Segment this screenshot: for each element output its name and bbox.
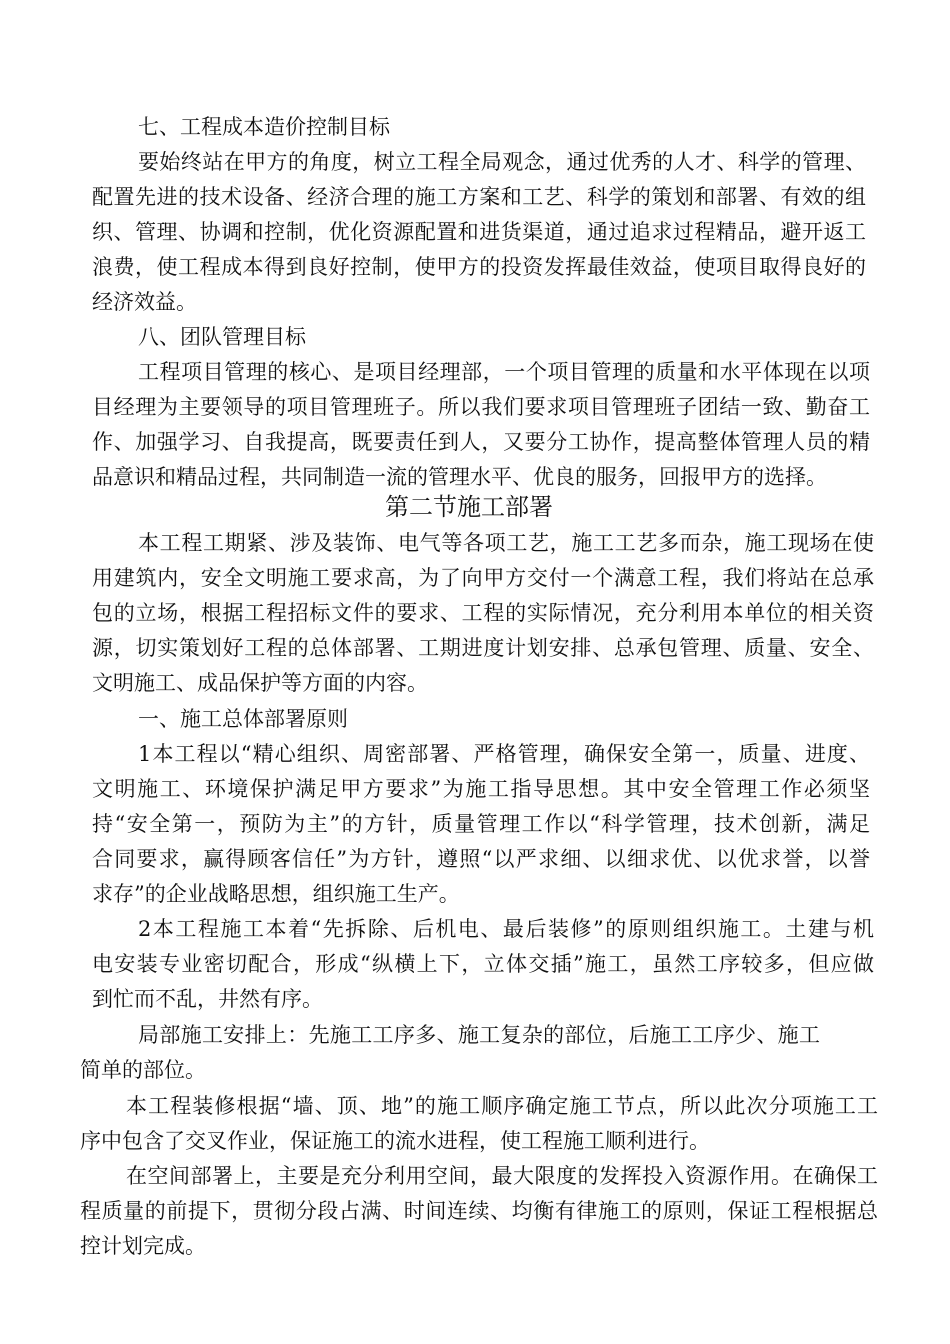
paragraph-line: 电安装专业密切配合，形成“纵横上下，立体交插”施工，虽然工序较多，但应做 bbox=[92, 952, 874, 976]
paragraph-line: 本工程工期紧、涉及装饰、电气等各项工艺，施工工艺多而杂，施工现场在使 bbox=[138, 531, 874, 555]
heading-deployment-principles: 一、施工总体部署原则 bbox=[138, 707, 348, 731]
paragraph-line: 到忙而不乱，井然有序。 bbox=[92, 987, 323, 1011]
paragraph-line: 经济效益。 bbox=[92, 290, 197, 314]
paragraph-line: 持“安全第一，预防为主”的方针，质量管理工作以“科学管理，技术创新，满足 bbox=[92, 812, 870, 836]
paragraph-line: 包的立场，根据工程招标文件的要求、工程的实际情况，充分利用本单位的相关资 bbox=[92, 601, 874, 625]
paragraph-line: 配置先进的技术设备、经济合理的施工方案和工艺、科学的策划和部署、有效的组 bbox=[92, 185, 866, 209]
paragraph-line: 简单的部位。 bbox=[80, 1058, 206, 1082]
paragraph-line: 合同要求，赢得顾客信任”为方针，遵照“以严求细、以细求优、以优求誉，以誉 bbox=[92, 847, 870, 871]
paragraph-line: 1本工程以“精心组织、周密部署、严格管理，确保安全第一，质量、进度、 bbox=[138, 742, 870, 766]
paragraph-line: 工程项目管理的核心、是项目经理部，一个项目管理的质量和水平体现在以项 bbox=[138, 360, 870, 384]
paragraph-line: 本工程装修根据“墙、顶、地”的施工顺序确定施工节点，所以此次分项施工工 bbox=[126, 1094, 878, 1118]
heading-team-management: 八、团队管理目标 bbox=[138, 325, 306, 349]
paragraph-line: 要始终站在甲方的角度，树立工程全局观念，通过优秀的人才、科学的管理、 bbox=[138, 150, 866, 174]
paragraph-line: 品意识和精品过程，共同制造一流的管理水平、优良的服务，回报甲方的选择。 bbox=[92, 465, 827, 489]
paragraph-line: 源，切实策划好工程的总体部署、工期进度计划安排、总承包管理、质量、安全、 bbox=[92, 636, 874, 660]
paragraph-line: 文明施工、成品保护等方面的内容。 bbox=[92, 671, 428, 695]
heading-cost-control: 七、工程成本造价控制目标 bbox=[138, 115, 390, 139]
paragraph-line: 程质量的前提下，贯彻分段占满、时间连续、均衡有律施工的原则，保证工程根据总 bbox=[80, 1199, 878, 1223]
section-title: 第二节施工部署 bbox=[385, 493, 553, 521]
paragraph-line: 织、管理、协调和控制，优化资源配置和进货渠道，通过追求过程精品，避开返工 bbox=[92, 220, 866, 244]
paragraph-line: 文明施工、环境保护满足甲方要求”为施工指导思想。其中安全管理工作必须坚 bbox=[92, 777, 870, 801]
paragraph-line: 求存”的企业战略思想，组织施工生产。 bbox=[92, 882, 460, 906]
paragraph-line: 用建筑内，安全文明施工要求高，为了向甲方交付一个满意工程，我们将站在总承 bbox=[92, 566, 874, 590]
paragraph-line: 序中包含了交叉作业，保证施工的流水进程，使工程施工顺利进行。 bbox=[80, 1129, 710, 1153]
paragraph-line: 在空间部署上，主要是充分利用空间，最大限度的发挥投入资源作用。在确保工 bbox=[126, 1164, 878, 1188]
paragraph-line: 浪费，使工程成本得到良好控制，使甲方的投资发挥最佳效益，使项目取得良好的 bbox=[92, 255, 866, 279]
paragraph-line: 作、加强学习、自我提高，既要责任到人，又要分工协作，提高整体管理人员的精 bbox=[92, 430, 870, 454]
paragraph-line: 2本工程施工本着“先拆除、后机电、最后装修”的原则组织施工。土建与机 bbox=[138, 917, 874, 941]
paragraph-line: 局部施工安排上：先施工工序多、施工复杂的部位，后施工工序少、施工 bbox=[138, 1023, 820, 1047]
paragraph-line: 目经理为主要领导的项目管理班子。所以我们要求项目管理班子团结一致、勤奋工 bbox=[92, 395, 870, 419]
paragraph-line: 控计划完成。 bbox=[80, 1234, 206, 1258]
